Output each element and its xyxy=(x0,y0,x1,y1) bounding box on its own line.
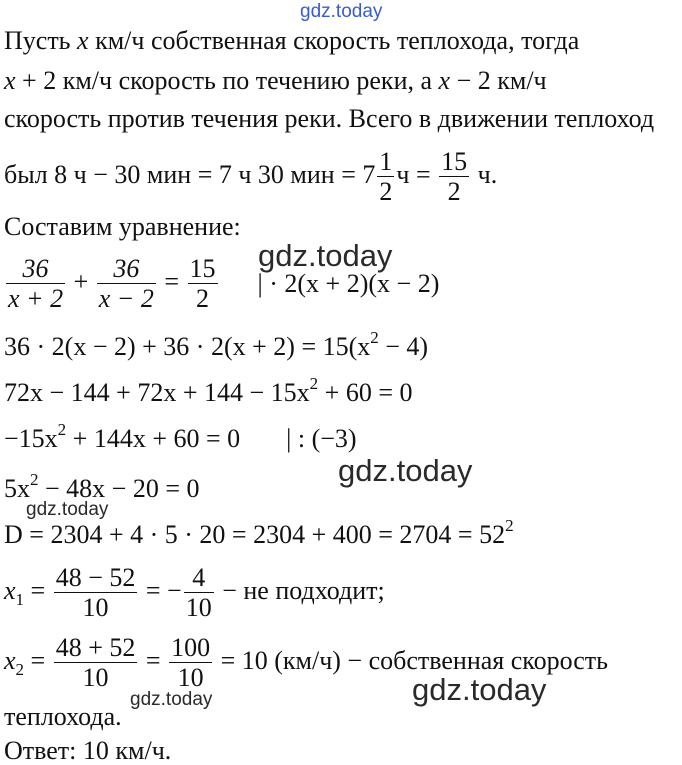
answer-line: Ответ: 10 км/ч. xyxy=(4,736,172,765)
text-line-5: Составим уравнение: xyxy=(4,212,241,241)
equation-fractions: $\frac{36}{x + 2}$ + $\frac{36}{x - 2}$ = $\frac{15}{2}$ | · 2(x + 2)(x − 2) xyxy=(8,254,440,314)
fraction: $\frac{48 + 52}{10}$ xyxy=(55,633,136,693)
fraction: $\frac{15}{2}$ xyxy=(441,147,468,207)
watermark: gdz.today xyxy=(258,238,393,273)
fraction: $\frac{100}{10}$ xyxy=(171,633,211,693)
fraction: $\frac{36}{x + 2}$ xyxy=(8,254,64,314)
fraction: $\frac{48 - 52}{10}$ xyxy=(55,563,136,623)
watermark: gdz.today xyxy=(338,453,473,488)
text-line-9: $-15x^2 + 144x + 60 = 0$ | : (−3) xyxy=(4,420,357,453)
fraction: $\frac{4}{10}$ xyxy=(185,563,212,623)
watermark: gdz.today xyxy=(130,689,213,710)
watermark-top: gdz.today xyxy=(300,1,383,22)
text-line-8: $72x - 144 + 72x + 144 - 15x^2 + 60 = 0$ xyxy=(4,374,413,407)
text-line-11: $D = 2304 + 4 \cdot 5 \cdot 20 = 2304 + 400 = 2704 = 52^2$ xyxy=(4,516,514,549)
watermark: gdz.today xyxy=(412,672,547,707)
text-line-14: теплохода. xyxy=(4,702,122,731)
fraction: $\frac{1}{2}$ xyxy=(379,147,393,207)
text-line-7: $36 \cdot 2(x - 2) + 36 \cdot 2(x + 2) = 15(x^2 - 4)$ xyxy=(4,328,429,361)
text-line-12: $x_1$ = $\frac{48 - 52}{10}$ = − $\frac{4}{10}$ − не подходит; xyxy=(4,563,385,623)
text-line-2: x + 2 км/ч скорость по течению реки, а x − 2 км/ч xyxy=(4,66,547,95)
text-line-10: $5x^2 - 48x - 20 = 0$ xyxy=(4,470,200,503)
text-line-4: был 8 ч − 30 мин = 7 ч 30 мин = 7 $\frac{1}{2}$ ч = $\frac{15}{2}$ ч. xyxy=(4,147,498,207)
watermark: gdz.today xyxy=(26,499,109,520)
text-line-3: скорость против течения реки. Всего в движении теплоход xyxy=(4,104,655,133)
fraction: $\frac{36}{x - 2}$ xyxy=(98,254,154,314)
text-line-1: Пусть x км/ч собственная скорость теплохода, тогда xyxy=(4,26,580,55)
text-line-13: $x_2$ = $\frac{48 + 52}{10}$ = $\frac{100}{10}$ = 10 (км/ч) − собственная скорость xyxy=(4,633,609,693)
fraction: $\frac{15}{2}$ xyxy=(189,254,216,314)
